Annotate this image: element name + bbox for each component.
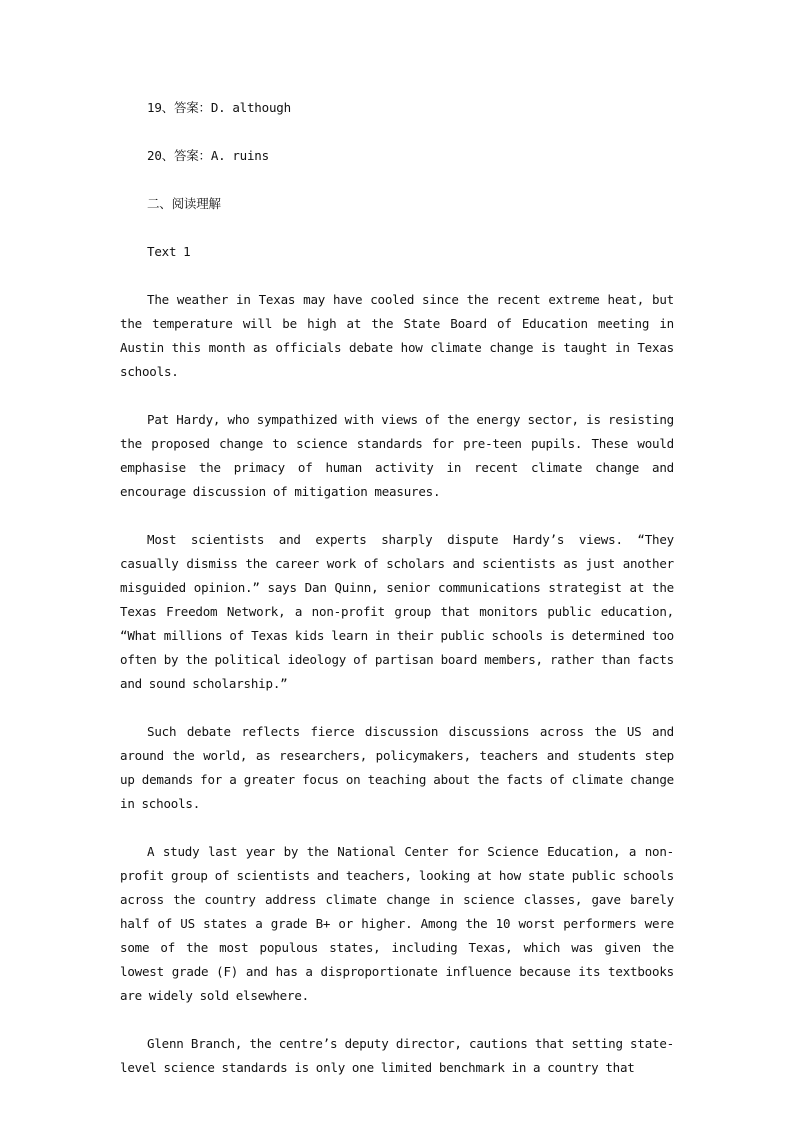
paragraph-3: Most scientists and experts sharply dispute Hardy’s views. “They casually dismiss the career work of scholars and scientists as just another misguided opinion.” says Dan Quinn, senior communications strategist at the Texas Freedom Network, a non-profit group that monitors public education, “What millions of Texas kids learn in their public schools is determined too often by the political ideology of partisan board members, rather than facts and sound scholarship.”	[120, 532, 674, 691]
paragraph-1: The weather in Texas may have cooled since the recent extreme heat, but the temperature will be high at the State Board of Education meeting in Austin this month as officials debate how climate change is taught in Texas schools.	[120, 292, 674, 379]
answer-19: 19、答案：D. although	[147, 100, 291, 115]
paragraph-5: A study last year by the National Center for Science Education, a non-profit group of scientists and teachers, looking at how state public schools across the country address climate change in science classes, gave barely half of US states a grade B+ or higher. Among the 10 worst performers were some of the most populous states, including Texas, which was given the lowest grade (F) and has a disproportionate influence because its textbooks are widely sold elsewhere.	[120, 844, 674, 1003]
paragraph-6: Glenn Branch, the centre’s deputy director, cautions that setting state-level science standards is only one limited benchmark in a country that	[120, 1036, 674, 1075]
text-title: Text 1	[147, 244, 191, 259]
answer-20: 20、答案：A. ruins	[147, 148, 269, 163]
section-title: 二、阅读理解	[147, 196, 221, 211]
document-page	[120, 96, 674, 1080]
paragraph-4: Such debate reflects fierce discussion discussions across the US and around the world, as researchers, policymakers, teachers and students step up demands for a greater focus on teaching about the facts of climate change in schools.	[120, 724, 674, 811]
paragraph-2: Pat Hardy, who sympathized with views of the energy sector, is resisting the proposed change to science standards for pre-teen pupils. These would emphasise the primacy of human activity in recent climate change and encourage discussion of mitigation measures.	[120, 412, 674, 499]
